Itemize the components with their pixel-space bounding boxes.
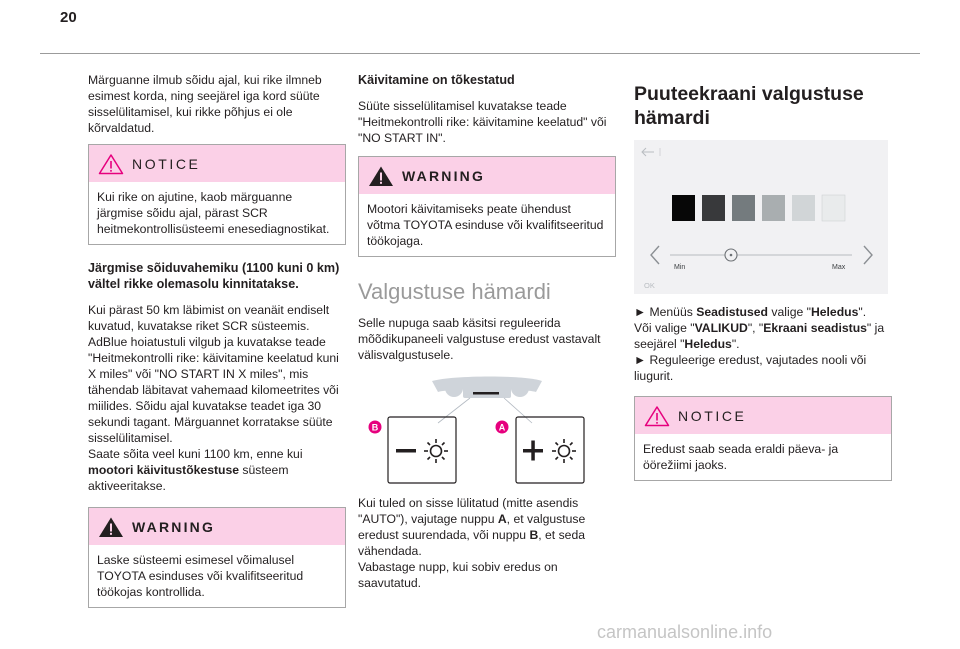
- paragraph: Kui tuled on sisse lülitatud (mitte asendis "AUTO"), vajutage nuppu A, et valgustuse eredust suurendada, või nuppu B, et seda vähendada.: [358, 496, 586, 558]
- notice-header: [89, 145, 345, 182]
- arrow-right-icon: [864, 246, 872, 264]
- notice-box: [634, 396, 892, 481]
- notice-title: NOTICE: [678, 407, 747, 424]
- section-heading: Järgmise sõiduvahemiku (1100 kuni 0 km) vältel rikke olemasolu kinnitatakse.: [88, 261, 340, 291]
- column-1: [88, 64, 346, 608]
- slider-thumb-dot: [730, 254, 733, 257]
- warning-header: [89, 508, 345, 545]
- swatch: [762, 195, 785, 221]
- notice-title: NOTICE: [132, 155, 201, 172]
- section-heading: Käivitamine on tõkestatud: [358, 73, 515, 87]
- paragraph: Selle nupuga saab käsitsi reguleerida mõõdikupaneeli valgustuse eredust vastavalt välisvalgustusele.: [358, 316, 601, 362]
- notice-header: [635, 397, 891, 434]
- notice-text: Kui rike on ajutine, kaob märguanne järgmise sõidu ajal, pärast SCR heitmekontrollisüsteemi enesediagnostikat.: [97, 190, 330, 236]
- notice-text: Eredust saab seada eraldi päeva- ja öörežiimi jaoks.: [643, 442, 839, 472]
- label-a: A: [498, 422, 506, 433]
- swatch: [732, 195, 755, 221]
- swatch: [822, 195, 845, 221]
- warning-text: Laske süsteemi esimesel võimalusel TOYOTA esinduses või kvalifitseeritud töökojas kontrollida.: [97, 553, 304, 599]
- section-title: Valgustuse hämardi: [358, 279, 551, 304]
- section-title: Puuteekraani valgustuse hämardi: [634, 83, 864, 129]
- warning-box: [88, 507, 346, 608]
- dimmer-buttons-illustration: [358, 373, 616, 485]
- touchscreen-brightness-illustration: [634, 140, 888, 294]
- instruction: seejärel "Heledus".: [634, 337, 740, 351]
- brightness-screen-drawing: [634, 140, 888, 294]
- instruction: ► Reguleerige eredust, vajutades nooli või liugurit.: [634, 353, 867, 383]
- cluster-button-mark: [473, 392, 499, 395]
- notice-icon: [644, 405, 670, 427]
- column-3: [634, 64, 892, 481]
- minus-icon: [396, 449, 416, 453]
- warning-icon: [98, 516, 124, 538]
- paragraph: Märguanne ilmub sõidu ajal, kui rike ilmneb esimest korda, ning seejärel iga kord süüte sisselülitamisel, kui rikke põhjus ei ole kõrvaldatud.: [88, 73, 322, 135]
- swatch: [702, 195, 725, 221]
- paragraph: Kui pärast 50 km läbimist on veanäit endiselt kuvatud, kuvatakse riket SCR süsteemis. AdBlue hoiatustuli vilgub ja kuvatakse teade "Heitmekontrolli rike: käivitamine keelatud kuni X miles" või "NO START IN X miles", mis tähendab läbitavat vahemaad kilomeetrites või miilides. Sõidu ajal kuvatakse teadet iga 30 sekundi tagant. Märguannet korratakse süüte sisselülitamisel.: [88, 303, 339, 445]
- header-rule: [40, 53, 920, 54]
- notice-icon: [98, 153, 124, 175]
- brightness-swatches: [672, 195, 845, 221]
- warning-title: WARNING: [402, 167, 486, 184]
- ok-label: OK: [644, 281, 655, 290]
- sun-icon: [424, 439, 448, 463]
- swatch: [792, 195, 815, 221]
- dashboard-buttons-drawing: [358, 373, 616, 485]
- plus-icon: [523, 441, 543, 461]
- leader-line-b: [438, 398, 470, 423]
- leader-line-a: [504, 398, 532, 423]
- paragraph: Süüte sisselülitamisel kuvatakse teade "Heitmekontrolli rike: käivitamine keelatud" või "NO START IN".: [358, 99, 607, 145]
- arrow-left-icon: [651, 246, 659, 264]
- back-arrow-icon: [642, 148, 654, 156]
- sun-icon: [552, 439, 576, 463]
- watermark: carmanualsonline.info: [597, 622, 773, 642]
- warning-header: [359, 157, 615, 194]
- paragraph: Vabastage nupp, kui sobiv eredus on saavutatud.: [358, 560, 558, 590]
- warning-icon: [368, 165, 394, 187]
- instrument-cluster-icon: [432, 377, 542, 399]
- paragraph: Saate sõita veel kuni 1100 km, enne kui mootori käivitustõkestuse süsteem aktiveeritakse.: [88, 447, 303, 493]
- page-number: 20: [60, 9, 77, 26]
- swatch: [672, 195, 695, 221]
- warning-text: Mootori käivitamiseks peate ühendust võtma TOYOTA esinduse või kvalifitseeritud töökojaga.: [367, 202, 604, 248]
- column-2: [358, 64, 616, 591]
- notice-box: [88, 144, 346, 245]
- instruction: ► Menüüs Seadistused valige "Heledus".: [634, 305, 867, 319]
- warning-title: WARNING: [132, 518, 216, 535]
- label-b: B: [371, 422, 379, 433]
- instruction: Või valige "VALIKUD", "Ekraani seadistus" ja: [634, 321, 885, 335]
- slider-max-label: Max: [832, 264, 846, 271]
- warning-box: [358, 156, 616, 257]
- slider-min-label: Min: [674, 264, 686, 271]
